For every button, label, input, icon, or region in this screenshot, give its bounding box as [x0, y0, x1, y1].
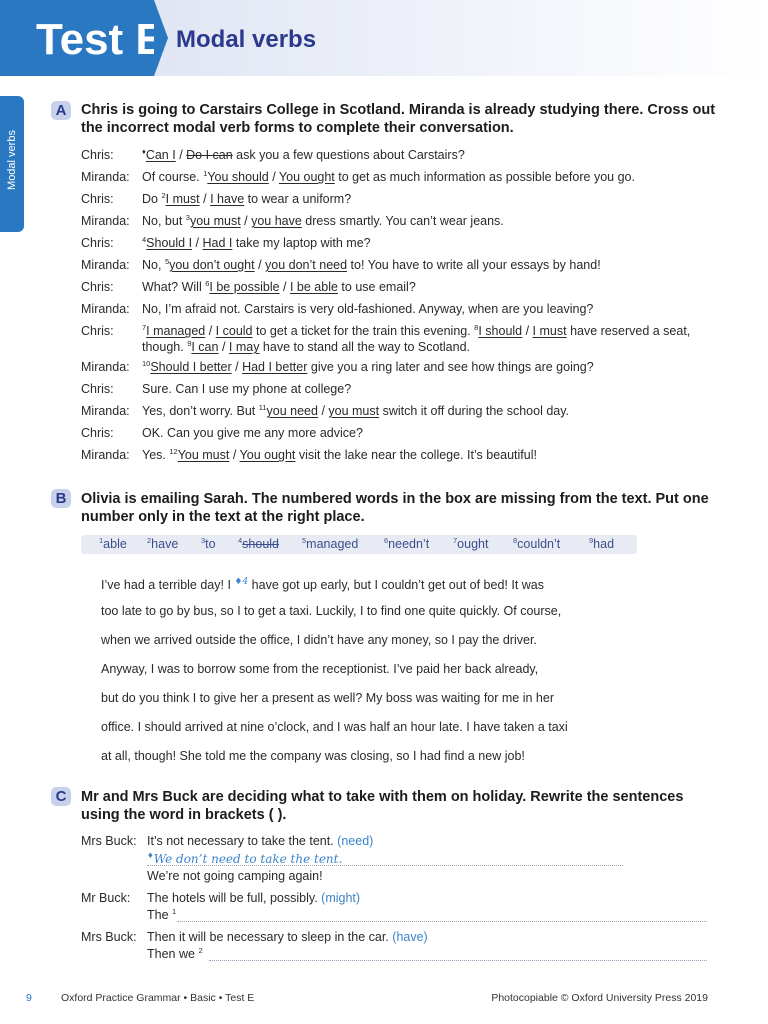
email-text-segment: office. I should arrived at nine o’clock, and I was half an hour late. I have taken a taxi [101, 720, 568, 734]
speaker-name: Chris: [81, 192, 114, 206]
c-word-2: (have) [392, 930, 428, 944]
line-segment: have reserved a seat, though. [142, 324, 691, 354]
c-start-1: The $^1$ [147, 906, 177, 922]
section-a-instruction: Chris is going to Carstairs College in Scotland. Miranda is already studying there. Cross out the incorrect modal verb forms to complete their conversation. [81, 102, 716, 136]
email-line [101, 632, 641, 648]
crossed-option[interactable]: Do I can [186, 148, 233, 162]
item-number: 5 [164, 256, 170, 266]
email-text-segment: I’ve had a terrible day! I [101, 578, 235, 593]
line-segment: to use email? [337, 280, 416, 294]
box-word-number: 1 [99, 535, 104, 545]
line-segment: / [218, 340, 229, 354]
line-text [142, 169, 702, 185]
line-text [142, 447, 702, 463]
line-text [142, 323, 702, 355]
item-number: 11 [258, 402, 267, 412]
side-tab-label: Modal verbs [6, 130, 18, 190]
page-number: 9 [26, 992, 32, 1004]
line-text [142, 147, 702, 163]
line-segment: to! You have to write all your essays by hand! [347, 258, 601, 272]
box-word [238, 536, 279, 553]
line-text [142, 381, 702, 397]
modal-option[interactable]: You must [177, 448, 230, 462]
email-text-segment: Anyway, I was to borrow some from the receptionist. I’ve paid her back already, [101, 662, 539, 676]
box-word-number: 4 [238, 535, 243, 545]
modal-option[interactable]: I be able [289, 280, 338, 294]
line-segment: / [317, 404, 329, 418]
section-c-instruction: Mr and Mrs Buck are deciding what to take with them on holiday. Rewrite the sentences using the word in brackets ( ). [81, 789, 684, 823]
line-segment: No, I’m afraid not. Carstairs is very old-fashioned. Anyway, when are you leaving? [142, 302, 594, 316]
modal-option[interactable]: I could [215, 324, 253, 338]
page-header [0, 0, 768, 76]
email-line [101, 719, 641, 735]
line-segment: / [279, 280, 290, 294]
item-number: 10 [142, 358, 151, 368]
line-segment: / [254, 258, 266, 272]
c-word-0: (need) [337, 834, 374, 848]
modal-option[interactable]: Had I better [242, 360, 308, 374]
line-segment: have to stand all the way to Scotland. [259, 340, 470, 354]
line-segment: to get as much information as possible before you go. [334, 170, 635, 184]
line-segment: / [231, 360, 243, 374]
line-segment: Of course. [142, 170, 204, 184]
item-number: 3 [185, 212, 190, 222]
modal-option[interactable]: Should I better [150, 360, 232, 374]
c-extra-0: We’re not going camping again! [147, 869, 323, 883]
line-segment: OK. Can you give me any more advice? [142, 426, 363, 440]
line-segment: / [522, 324, 533, 338]
c-speaker-2: Mrs Buck: [81, 930, 137, 944]
box-word [513, 536, 560, 553]
speaker-name: Chris: [81, 324, 114, 338]
modal-option[interactable]: you don’t ought [169, 258, 255, 272]
item-number: 1 [203, 168, 208, 178]
c-sentence-1: The hotels will be full, possibly. (might) [147, 891, 361, 905]
line-text [142, 301, 702, 317]
email-text-segment: have got up early, but I couldn’t get out of bed! It was [248, 578, 544, 593]
line-text [142, 213, 702, 229]
modal-option[interactable]: Can I [145, 148, 176, 162]
modal-option[interactable]: I be possible [209, 280, 280, 294]
email-line [101, 690, 641, 706]
box-word [453, 536, 488, 553]
box-word-text: needn’t [388, 537, 430, 551]
box-word [384, 536, 429, 553]
line-segment: What? Will [142, 280, 206, 294]
c-start-2: Then we $^2$ [147, 945, 203, 961]
line-segment: dress smartly. You can’t wear jeans. [301, 214, 504, 228]
speaker-name: Miranda: [81, 258, 130, 272]
line-segment: Yes, don’t worry. But [142, 404, 259, 418]
box-word-number: 8 [513, 535, 518, 545]
line-text [142, 359, 702, 375]
line-segment: Sure. Can I use my phone at college? [142, 382, 352, 396]
box-word-number: 9 [589, 535, 594, 545]
modal-option[interactable]: You ought [278, 170, 335, 184]
box-word-text: ought [457, 537, 489, 551]
section-c-letter: C [51, 787, 71, 806]
box-word [302, 536, 358, 553]
box-word [147, 536, 178, 553]
c-speaker-1: Mr Buck: [81, 891, 131, 905]
modal-option[interactable]: You ought [239, 448, 296, 462]
section-b-instruction: Olivia is emailing Sarah. The numbered words in the box are missing from the text. Put one number only in the text at the right place. [81, 491, 709, 525]
speaker-name: Miranda: [81, 404, 130, 418]
modal-option[interactable]: I must [165, 192, 200, 206]
modal-option[interactable]: I can [191, 340, 219, 354]
line-segment: to get a ticket for the train this evening. [252, 324, 475, 338]
email-line [101, 574, 641, 593]
c-answer-0[interactable]: ♦We don’t need to take the tent. [147, 851, 343, 866]
email-line [101, 603, 641, 619]
speaker-name: Chris: [81, 236, 114, 250]
box-word-number: 2 [147, 535, 152, 545]
answer-line-2[interactable] [209, 960, 707, 961]
line-segment: / [192, 236, 203, 250]
item-number: 8 [474, 322, 479, 332]
box-word [201, 536, 216, 553]
box-word-number: 3 [201, 535, 206, 545]
item-number: 9 [187, 338, 192, 348]
email-text-segment: at all, though! She told me the company was closing, so I had find a new job! [101, 749, 525, 763]
item-number: ♦ [142, 146, 146, 156]
line-segment: to wear a uniform? [244, 192, 352, 206]
speaker-name: Chris: [81, 426, 114, 440]
email-text-segment: but do you think I to give her a present as well? My boss was waiting for me in her [101, 691, 555, 705]
box-word-text: have [151, 537, 179, 551]
line-segment: Yes. [142, 448, 170, 462]
line-segment: / [240, 214, 252, 228]
email-line [101, 748, 641, 764]
modal-option[interactable]: I should [478, 324, 523, 338]
box-word-text: couldn’t [517, 537, 561, 551]
answer-line-0 [147, 865, 623, 866]
section-b-letter: B [51, 489, 71, 508]
box-word [589, 536, 614, 553]
speaker-name: Chris: [81, 148, 114, 162]
modal-option[interactable]: you don’t need [265, 258, 348, 272]
test-badge-text: Test E [36, 15, 165, 64]
line-segment: switch it off during the school day. [379, 404, 570, 418]
item-number: 4 [142, 234, 147, 244]
box-word-text: should [242, 537, 280, 551]
line-segment: take my laptop with me? [232, 236, 371, 250]
line-segment: / [268, 170, 279, 184]
speaker-name: Miranda: [81, 170, 130, 184]
box-word-text: had [593, 537, 615, 551]
line-segment: give you a ring later and see how things are going? [307, 360, 594, 374]
modal-option[interactable]: I have [210, 192, 245, 206]
box-word-number: 5 [302, 535, 307, 545]
speaker-name: Chris: [81, 382, 114, 396]
test-badge [0, 0, 165, 76]
modal-option[interactable]: Had I [202, 236, 233, 250]
modal-option[interactable]: you need [266, 404, 318, 418]
footer-copyright: Photocopiable © Oxford University Press 2019 [491, 992, 708, 1004]
modal-option[interactable]: Should I [146, 236, 193, 250]
line-segment: / [199, 192, 211, 206]
box-word-text: to [205, 537, 216, 551]
speaker-name: Miranda: [81, 448, 130, 462]
c-sentence-2: Then it will be necessary to sleep in the car. (have) [147, 930, 428, 944]
c-word-1: (might) [321, 891, 361, 905]
item-number: 7 [142, 322, 147, 332]
modal-option[interactable]: You should [207, 170, 269, 184]
line-text [142, 425, 702, 441]
page-title: Modal verbs [176, 26, 317, 53]
speaker-name: Miranda: [81, 360, 130, 374]
line-segment: / [175, 148, 187, 162]
email-text-segment: too late to go by bus, so I to get a taxi. Luckily, I to find one quite quickly. Of course, [101, 604, 562, 618]
c-sentence-0: It’s not necessary to take the tent. (need) [147, 834, 374, 848]
speaker-name: Chris: [81, 280, 114, 294]
line-segment: Do [142, 192, 162, 206]
line-segment: No, [142, 258, 165, 272]
line-segment: ask you a few questions about Carstairs? [232, 148, 465, 162]
box-word [99, 536, 127, 553]
item-number: 2 [161, 190, 166, 200]
modal-option[interactable]: you must [189, 214, 241, 228]
modal-option[interactable]: I managed [146, 324, 206, 338]
speaker-name: Miranda: [81, 214, 130, 228]
item-number: 6 [205, 278, 210, 288]
modal-option[interactable]: I must [532, 324, 567, 338]
word-box [81, 535, 637, 554]
line-text [142, 191, 702, 207]
line-text [142, 279, 702, 295]
line-segment: No, but [142, 214, 186, 228]
line-text [142, 403, 702, 419]
c-speaker-0: Mrs Buck: [81, 834, 137, 848]
box-word-text: managed [306, 537, 359, 551]
line-text [142, 257, 702, 273]
answer-line-1[interactable] [177, 921, 707, 922]
footer-book: Oxford Practice Grammar • Basic • Test E [61, 992, 255, 1004]
side-tab [0, 96, 24, 232]
modal-option[interactable]: you have [251, 214, 302, 228]
email-text-segment: when we arrived outside the office, I didn’t have any money, so I pay the driver. [101, 633, 537, 647]
line-segment: visit the lake near the college. It’s beautiful! [295, 448, 537, 462]
example-insert-mark: ♦4 [234, 577, 249, 587]
line-segment: / [205, 324, 216, 338]
box-word-text: able [103, 537, 127, 551]
section-a-letter: A [51, 101, 71, 120]
line-segment: / [229, 448, 240, 462]
modal-option[interactable]: I may [228, 340, 260, 354]
box-word-number: 7 [453, 535, 458, 545]
badge-arrow [154, 0, 168, 76]
speaker-name: Miranda: [81, 302, 130, 316]
modal-option[interactable]: you must [328, 404, 380, 418]
email-line [101, 661, 641, 677]
item-number: 12 [169, 446, 178, 456]
box-word-number: 6 [384, 535, 389, 545]
line-text [142, 235, 702, 251]
